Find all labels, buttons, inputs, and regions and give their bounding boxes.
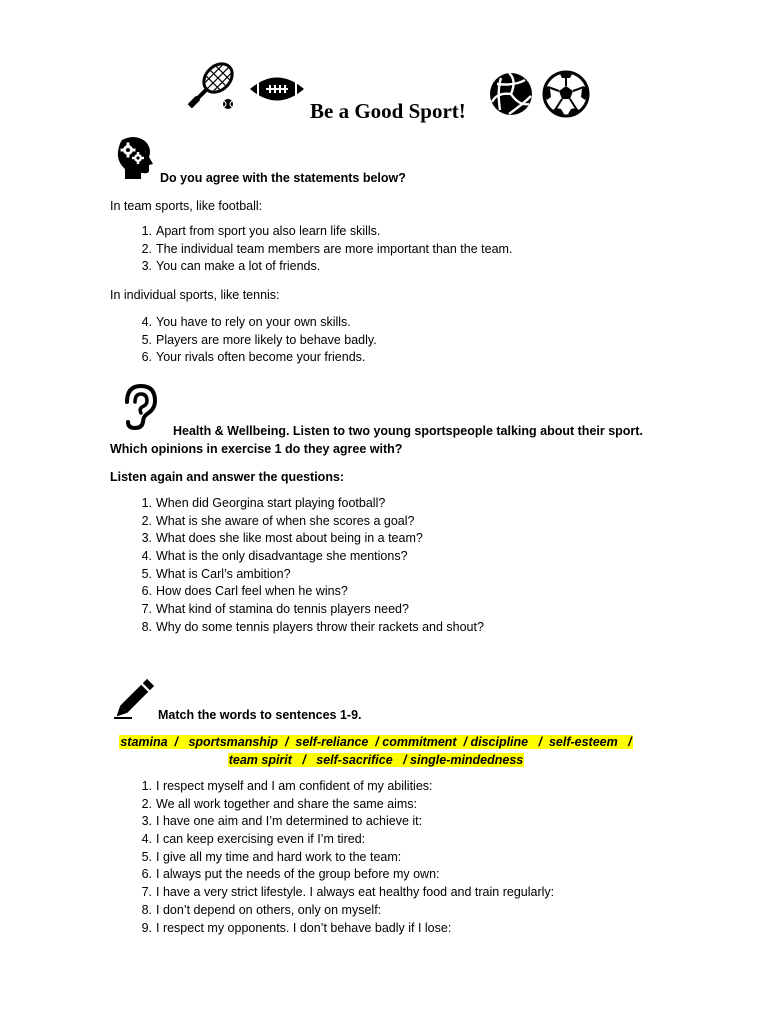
list-item: 2. The individual team members are more important than the team. [141, 241, 513, 256]
individual-sports-intro: In individual sports, like tennis: [110, 288, 280, 302]
page-title: Be a Good Sport! [310, 99, 466, 123]
american-football-icon [248, 72, 306, 106]
list-item: 7. I have a very strict lifestyle. I always eat healthy food and train regularly: [141, 885, 555, 900]
word-bank [110, 733, 642, 769]
word-bank-line-2: team spirit / self-sacrifice / single-mindedness [228, 753, 524, 767]
volleyball-icon [487, 70, 535, 118]
section2-heading-line2: Which opinions in exercise 1 do they agree with? [110, 442, 403, 456]
list-item: 1. I respect myself and I am confident of my abilities: [141, 779, 433, 793]
head-gears-icon [114, 136, 156, 180]
ear-icon [119, 382, 161, 430]
list-item: 8. I don’t depend on others, only on myself: [141, 902, 382, 917]
section3-heading: Match the words to sentences 1-9. [158, 708, 362, 722]
list-item: 9. I respect my opponents. I don’t behave badly if I lose: [141, 920, 452, 935]
list-item: 4. I can keep exercising even if I’m tired: [141, 832, 366, 847]
team-statements-list [141, 223, 513, 276]
individual-statements-list [141, 314, 377, 367]
listening-questions-list [141, 495, 484, 637]
list-item: 8. Why do some tennis players throw their rackets and shout? [141, 619, 484, 634]
list-item: 1. Apart from sport you also learn life skills. [141, 224, 381, 238]
soccer-ball-icon [541, 69, 591, 119]
pencil-icon [112, 676, 158, 720]
word-bank-line-1: stamina / sportsmanship / self-reliance / commitment / discipline / self-esteem / [120, 735, 632, 749]
list-item: 7. What kind of stamina do tennis players need? [141, 602, 409, 617]
list-item: 2. We all work together and share the same aims: [141, 796, 418, 811]
list-item: 6. I always put the needs of the group before my own: [141, 867, 440, 882]
team-sports-intro: In team sports, like football: [110, 199, 263, 213]
list-item: 6. How does Carl feel when he wins? [141, 584, 348, 599]
list-item: 3. You can make a lot of friends. [141, 259, 321, 274]
list-item: 4. What is the only disadvantage she mentions? [141, 549, 408, 564]
list-item: 5. What is Carl’s ambition? [141, 566, 291, 581]
list-item: 5. I give all my time and hard work to the team: [141, 849, 402, 864]
list-item: 4. You have to rely on your own skills. [141, 315, 351, 329]
section1-heading: Do you agree with the statements below? [160, 171, 406, 185]
section2-heading-line1: Health & Wellbeing. Listen to two young sportspeople talking about their sport. [173, 424, 643, 438]
list-item: 3. What does she like most about being in a team? [141, 531, 423, 546]
list-item: 5. Players are more likely to behave badly. [141, 332, 377, 347]
list-item: 2. What is she aware of when she scores a goal? [141, 513, 415, 528]
section2-subheading: Listen again and answer the questions: [110, 470, 345, 484]
tennis-racket-icon [180, 60, 240, 114]
matching-sentences-list [141, 778, 555, 937]
list-item: 6. Your rivals often become your friends. [141, 350, 366, 365]
list-item: 3. I have one aim and I’m determined to achieve it: [141, 814, 423, 829]
list-item: 1. When did Georgina start playing football? [141, 496, 386, 510]
